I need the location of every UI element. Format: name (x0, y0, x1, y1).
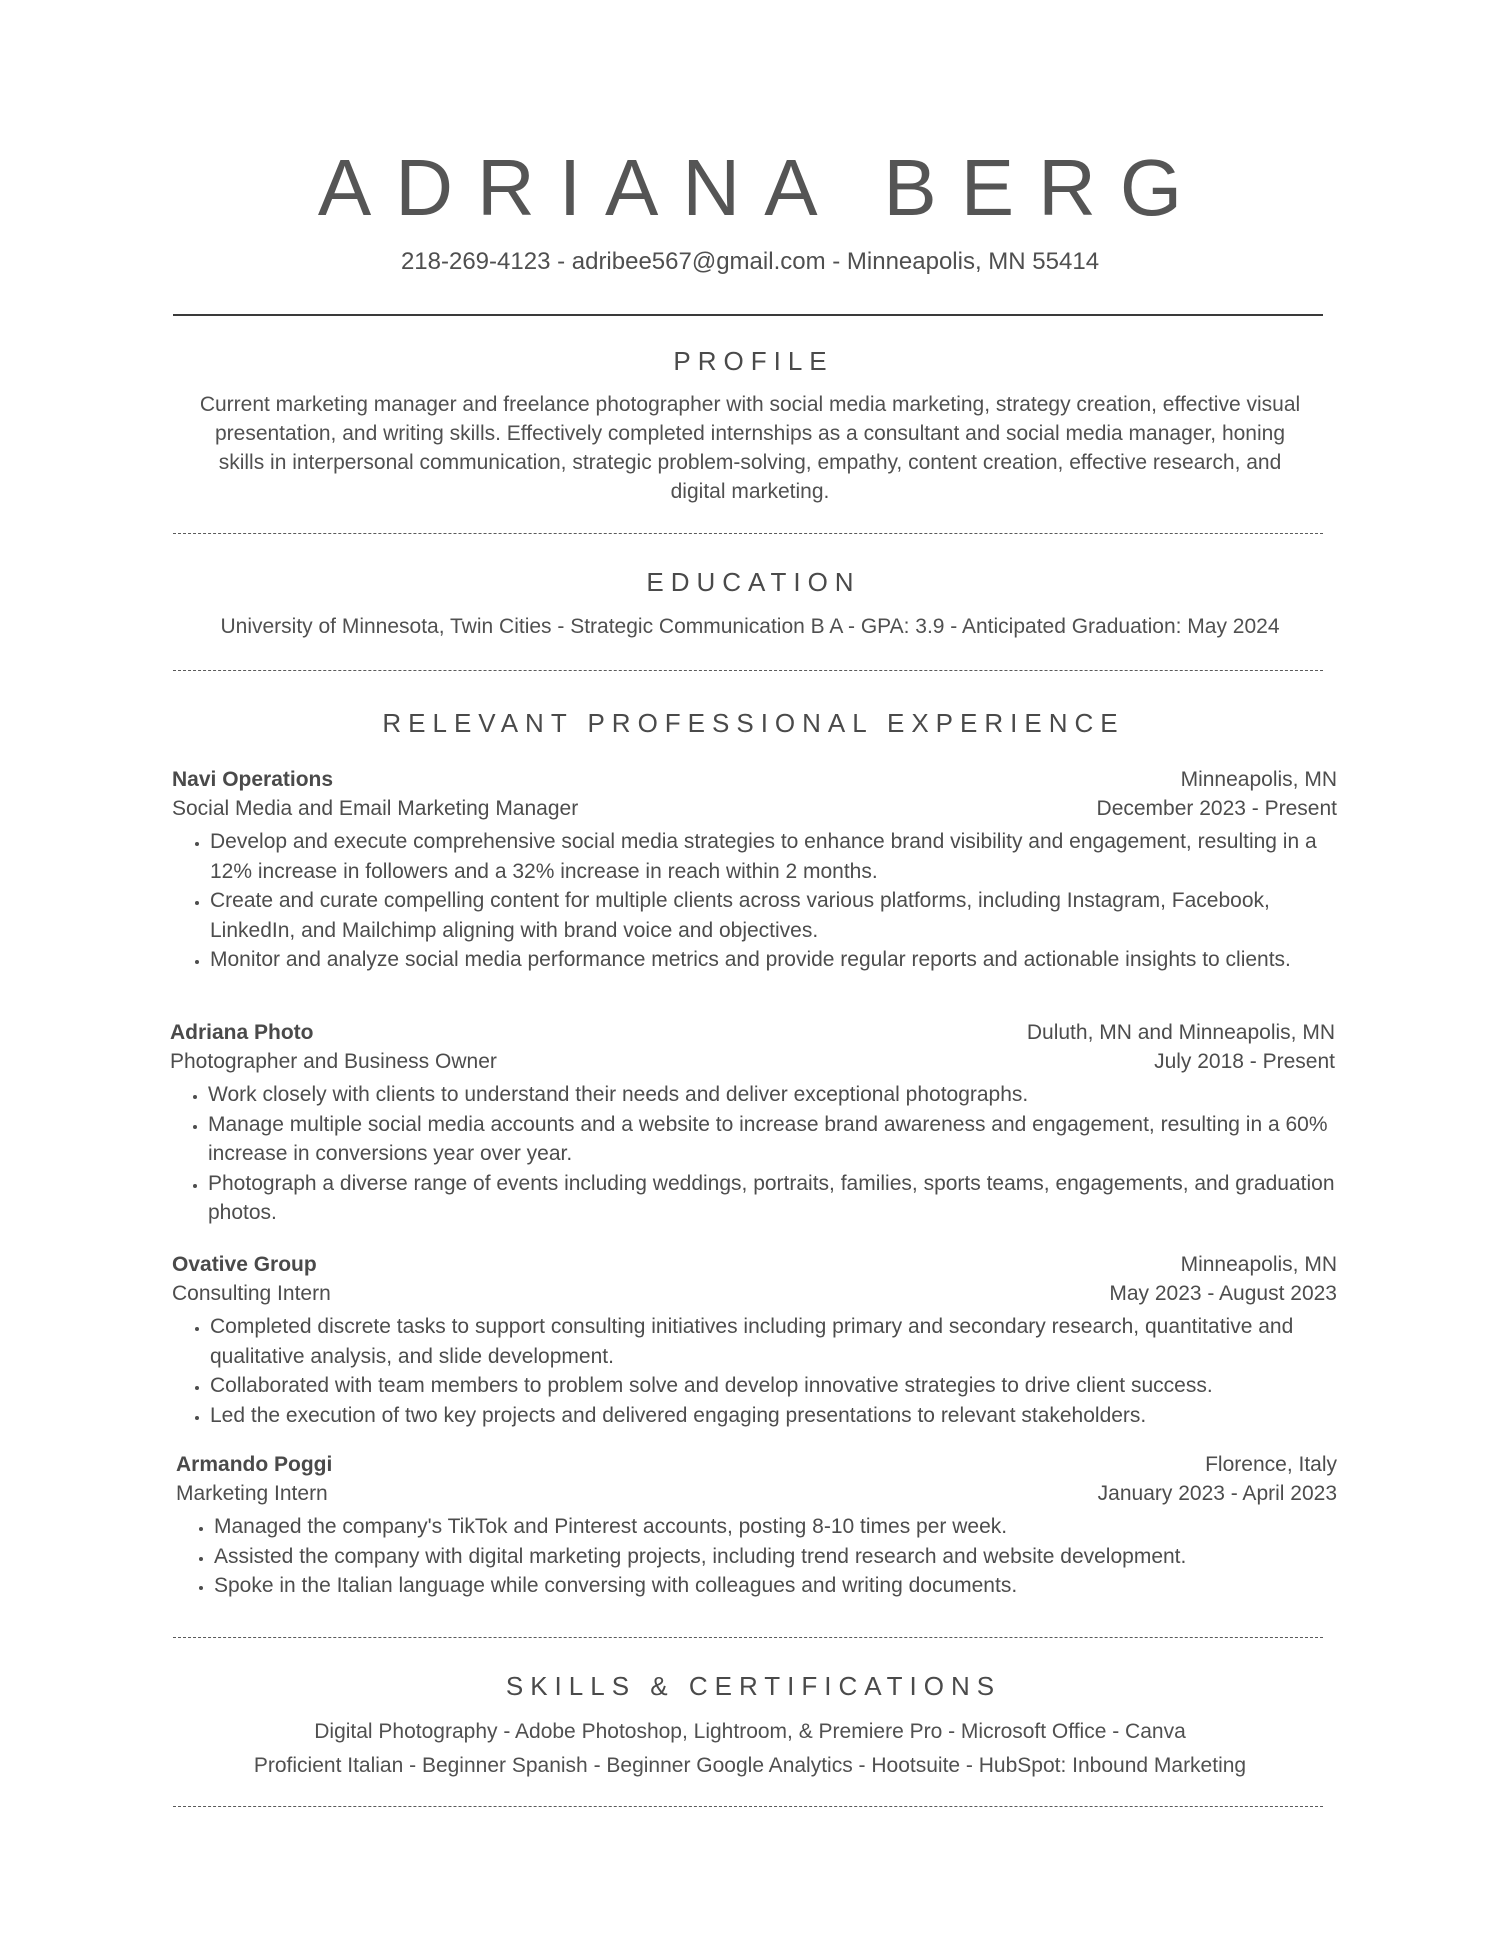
job-bullet: • Photograph a diverse range of events including weddings, portraits, families, sports teams, engagements, and graduation photos. (208, 1169, 1335, 1228)
candidate-name: ADRIANA BERG (317, 143, 1207, 232)
job-bullets (176, 1512, 1337, 1601)
job-company: Ovative Group (172, 1253, 317, 1276)
job-role: Photographer and Business Owner (170, 1050, 497, 1073)
skills-divider (173, 1806, 1323, 1807)
job-entry (172, 765, 1337, 975)
job-bullet: • Completed discrete tasks to support consulting initiatives including primary and secondary research, quantitative and qualitative analysis, and slide development. (210, 1312, 1337, 1371)
experience-divider (173, 1637, 1323, 1638)
skills-heading: SKILLS & CERTIFICATIONS (505, 1671, 1002, 1701)
job-role: Marketing Intern (176, 1482, 328, 1505)
skills-line-1: Digital Photography - Adobe Photoshop, Lightroom, & Premiere Pro - Microsoft Office - Canva (314, 1720, 1186, 1743)
job-bullet: • Assisted the company with digital marketing projects, including trend research and website development. (214, 1542, 1337, 1572)
profile-text: Current marketing manager and freelance photographer with social media marketing, strategy creation, effective visual presentation, and writing skills. Effectively completed internships as a consultant and social media manager, honing skills in interpersonal communication, strategic problem-solving, empathy, content creation, effective research, and digital marketing. (199, 393, 1301, 503)
job-role: Social Media and Email Marketing Manager (172, 797, 579, 820)
job-company: Navi Operations (172, 768, 334, 791)
job-bullet: • Collaborated with team members to problem solve and develop innovative strategies to drive client success. (210, 1371, 1337, 1401)
job-dates: January 2023 - April 2023 (1097, 1482, 1337, 1505)
job-bullet: • Manage multiple social media accounts and a website to increase brand awareness and engagement, resulting in a 60% increase in conversions year over year. (208, 1110, 1335, 1169)
job-location: Florence, Italy (1205, 1453, 1337, 1476)
job-bullet: • Create and curate compelling content for multiple clients across various platforms, including Instagram, Facebook, LinkedIn, and Mailchimp aligning with brand voice and objectives. (210, 886, 1337, 945)
job-dates: December 2023 - Present (1096, 797, 1337, 820)
job-entry (170, 1018, 1335, 1228)
job-bullet: • Led the execution of two key projects and delivered engaging presentations to relevant stakeholders. (210, 1401, 1337, 1431)
job-company: Adriana Photo (170, 1021, 314, 1044)
job-bullets (170, 1080, 1335, 1228)
job-dates: July 2018 - Present (1154, 1050, 1335, 1073)
profile-heading: PROFILE (673, 346, 834, 376)
education-divider (173, 670, 1323, 671)
education-text: University of Minnesota, Twin Cities - Strategic Communication B A - GPA: 3.9 - Anticipated Graduation: May 2024 (220, 615, 1280, 638)
job-bullets (172, 1312, 1337, 1430)
job-company: Armando Poggi (176, 1453, 333, 1476)
job-location: Duluth, MN and Minneapolis, MN (1026, 1021, 1335, 1044)
experience-heading: RELEVANT PROFESSIONAL EXPERIENCE (382, 708, 1125, 738)
job-dates: May 2023 - August 2023 (1109, 1282, 1337, 1305)
job-location: Minneapolis, MN (1180, 768, 1337, 791)
job-location: Minneapolis, MN (1180, 1253, 1337, 1276)
contact-info: 218-269-4123 - adribee567@gmail.com - Minneapolis, MN 55414 (400, 248, 1100, 275)
job-bullet: • Managed the company's TikTok and Pinterest accounts, posting 8-10 times per week. (214, 1512, 1337, 1542)
job-entry (172, 1250, 1337, 1430)
job-role: Consulting Intern (172, 1282, 331, 1305)
job-bullet: • Spoke in the Italian language while conversing with colleagues and writing documents. (214, 1571, 1337, 1601)
job-bullets (172, 827, 1337, 975)
job-bullet: • Work closely with clients to understand their needs and deliver exceptional photographs. (208, 1080, 1335, 1110)
job-entry (176, 1450, 1337, 1601)
job-bullet: • Develop and execute comprehensive social media strategies to enhance brand visibility and engagement, resulting in a 12% increase in followers and a 32% increase in reach within 2 months. (210, 827, 1337, 886)
profile-divider (173, 533, 1323, 534)
header-divider (173, 314, 1323, 316)
education-heading: EDUCATION (646, 567, 861, 597)
skills-line-2: Proficient Italian - Beginner Spanish - Beginner Google Analytics - Hootsuite - HubSpot: Inbound Marketing (253, 1754, 1247, 1777)
job-bullet: • Monitor and analyze social media performance metrics and provide regular reports and actionable insights to clients. (210, 945, 1337, 975)
